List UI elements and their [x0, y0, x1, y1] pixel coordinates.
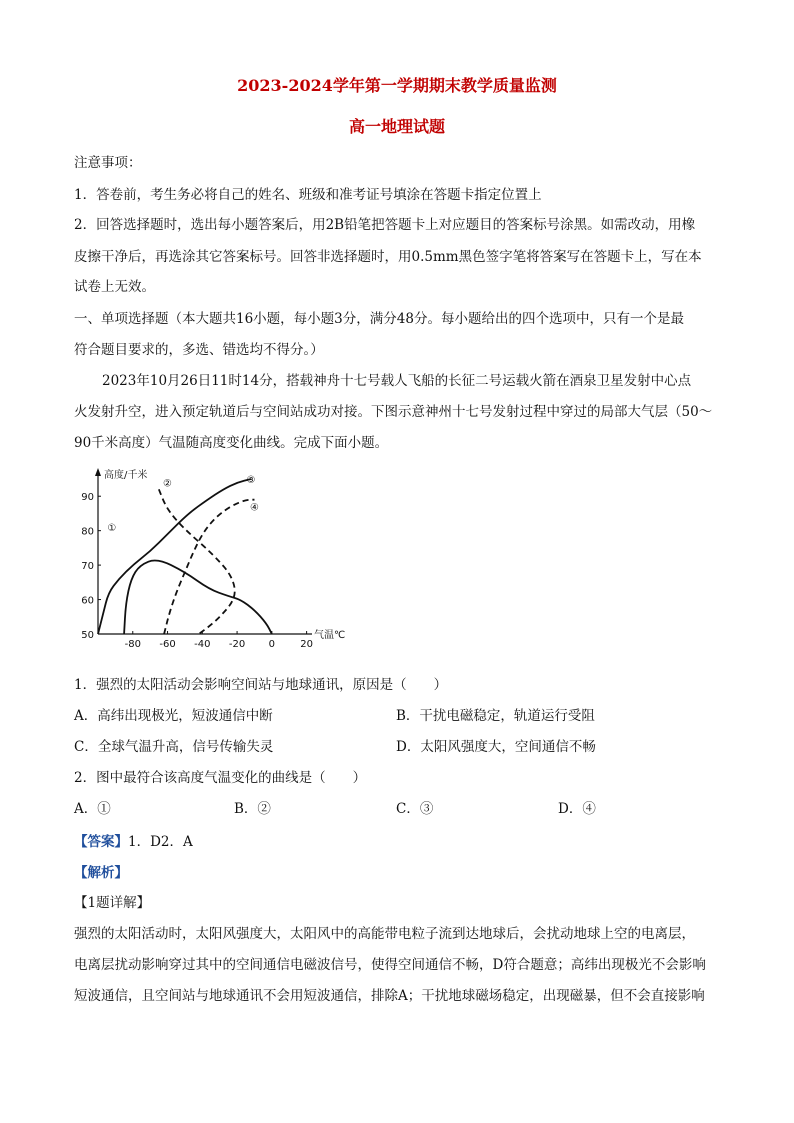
curve-label-4: ④: [249, 502, 259, 514]
answer-row: [74, 830, 193, 850]
x-tick-label: -40: [194, 639, 211, 650]
notice-item-1: 1．答卷前，考生务必将自己的姓名、班级和准考证号填涂在答题卡指定位置上: [74, 187, 542, 203]
detail-line-2: 电离层扰动影响穿过其中的空间通信电磁波信号，使得空间通信不畅，D符合题意；高纬出现极光不会影响: [74, 957, 706, 973]
curve-4: [164, 500, 254, 634]
detail-line-3: 短波通信，且空间站与地球通讯不会用短波通信，排除A；干扰地球磁场稳定，出现磁暴，但不会直接影响: [74, 988, 705, 1004]
x-tick-label: -80: [124, 639, 141, 650]
answer-tag: 【答案】: [74, 834, 128, 850]
curve-1: [124, 561, 272, 634]
x-tick-label: 20: [300, 639, 313, 650]
curve-label-2: ②: [163, 478, 173, 490]
x-tick-label: 0: [268, 639, 276, 650]
passage-line-1: 2023年10月26日11时14分，搭载神舟十七号载人飞船的长征二号运载火箭在酒泉卫星发射中心点: [102, 373, 692, 389]
y-axis-arrow: [95, 468, 101, 476]
analysis-tag: 【解析】: [74, 865, 128, 881]
y-tick-label: 90: [81, 492, 94, 504]
question-2-stem: 2．图中最符合该高度气温变化的曲线是（ ）: [74, 770, 367, 786]
temperature-altitude-chart: [74, 464, 354, 654]
chart-ticks: [81, 492, 313, 650]
y-tick-label: 60: [81, 595, 94, 607]
notice-heading: 注意事项：: [74, 155, 142, 171]
question-2-option-b[interactable]: B．②: [234, 801, 271, 817]
detail-line-1: 强烈的太阳活动时，太阳风强度大，太阳风中的高能带电粒子流到达地球后，会扰动地球上空的电离层，: [74, 926, 695, 942]
question-1-stem: 1．强烈的太阳活动会影响空间站与地球通讯，原因是（ ）: [74, 677, 448, 693]
exam-subtitle: 高一地理试题: [348, 117, 445, 136]
section-heading: 一、单项选择题（本大题共16小题，每小题3分，满分48分。每小题给出的四个选项中，只有一个是最: [74, 311, 684, 327]
passage-line-3: 90千米高度）气温随高度变化曲线。完成下面小题。: [74, 435, 389, 451]
x-tick-label: -60: [159, 639, 176, 650]
question-2-option-d[interactable]: D．④: [558, 801, 596, 817]
chart-curves: [98, 479, 272, 634]
x-tick-label: -20: [228, 639, 246, 650]
notice-item-2: 2．回答选择题时，选出每小题答案后，用2B铅笔把答题卡上对应题目的答案标号涂黑。如需改动，用橡: [74, 217, 696, 233]
notice-item-2-end: 试卷上无效。: [74, 279, 155, 295]
curve-3: [98, 479, 251, 634]
y-tick-label: 70: [81, 561, 94, 573]
notice-item-2-cont: 皮擦干净后，再选涂其它答案标号。回答非选择题时，用0.5mm黑色签字笔将答案写在答题卡上，写在本: [74, 249, 702, 265]
question-2-option-c[interactable]: C．③: [396, 801, 434, 817]
passage-line-2: 火发射升空，进入预定轨道后与空间站成功对接。下图示意神州十七号发射过程中穿过的局部大气层（50～: [74, 404, 713, 420]
x-axis-label: 气温℃: [314, 630, 346, 641]
question-2-option-a[interactable]: A．①: [74, 801, 111, 817]
question-1-option-c[interactable]: C．全球气温升高，信号传输失灵: [74, 739, 274, 755]
chart-axes: [95, 468, 345, 641]
y-axis-label: 高度/千米: [104, 470, 148, 481]
curve-label-1: ①: [107, 523, 117, 535]
question-1-option-b[interactable]: B．干扰电磁稳定，轨道运行受阻: [396, 708, 595, 724]
answer-value: 1．D2．A: [128, 834, 193, 850]
exam-title: 2023-2024学年第一学期期末教学质量监测: [237, 76, 557, 95]
section-heading-cont: 符合题目要求的，多选、错选均不得分。）: [74, 342, 324, 358]
y-tick-label: 50: [81, 630, 94, 641]
detail-tag: 【1题详解】: [74, 895, 151, 911]
curve-label-3: ③: [246, 475, 256, 486]
y-tick-label: 80: [81, 526, 94, 538]
question-1-option-a[interactable]: A．高纬出现极光，短波通信中断: [74, 708, 273, 724]
question-1-option-d[interactable]: D．太阳风强度大，空间通信不畅: [396, 739, 596, 755]
